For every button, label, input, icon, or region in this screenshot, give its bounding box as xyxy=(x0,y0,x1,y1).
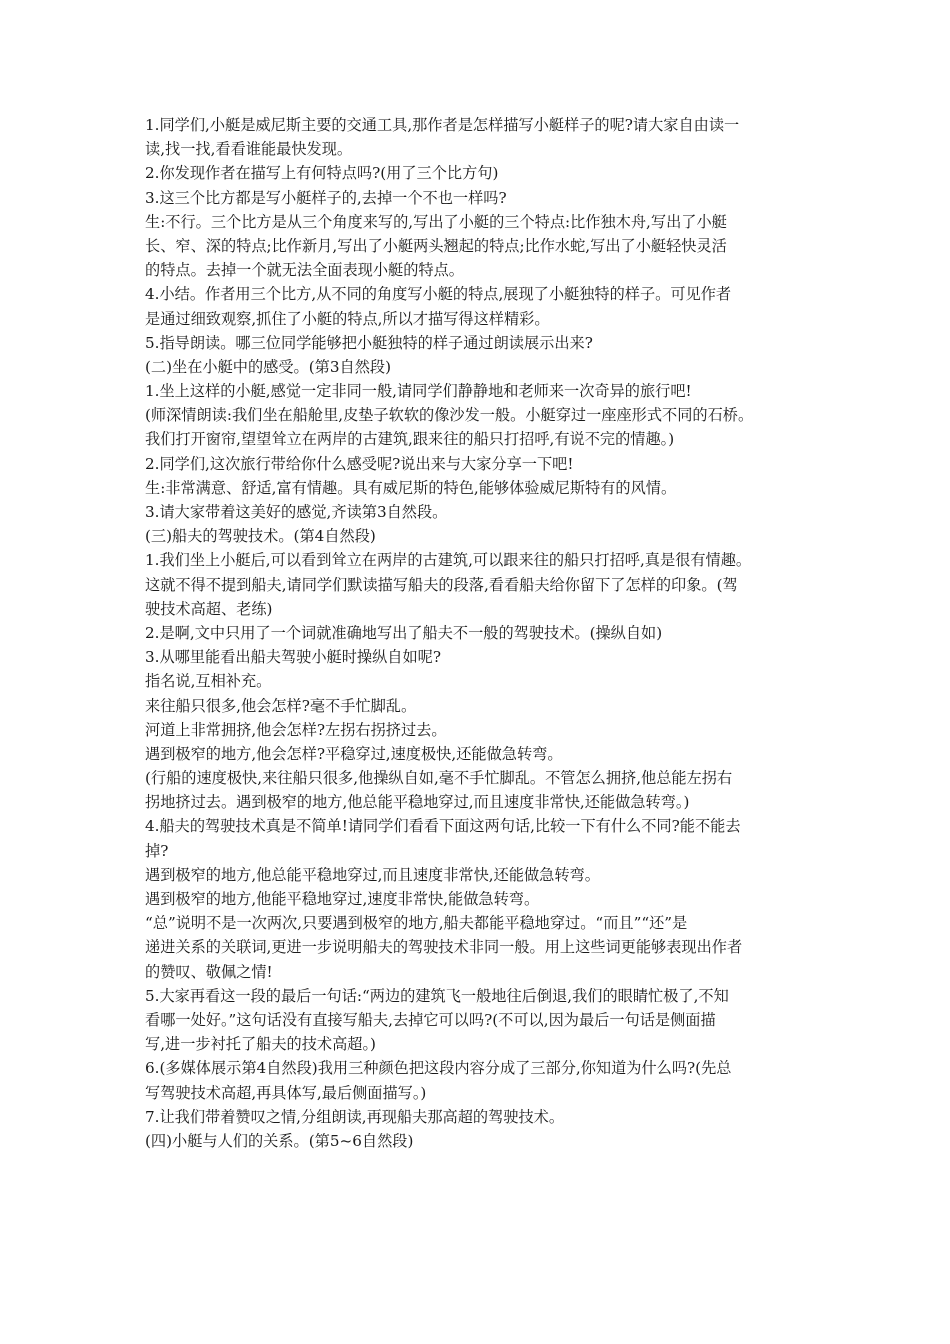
text-line: 我们打开窗帘,望望耸立在两岸的古建筑,跟来往的船只打招呼,有说不完的情趣。) xyxy=(145,430,675,449)
text-line: “总”说明不是一次两次,只要遇到极窄的地方,船夫都能平稳地穿过。“而且”“还”是 xyxy=(145,914,688,933)
text-line: 3.从哪里能看出船夫驾驶小艇时操纵自如呢? xyxy=(145,648,442,667)
text-line: 这就不得不提到船夫,请同学们默读描写船夫的段落,看看船夫给你留下了怎样的印象。(驾 xyxy=(145,575,738,594)
text-line: 3.这三个比方都是写小艇样子的,去掉一个不也一样吗? xyxy=(145,188,507,207)
text-line: 遇到极窄的地方,他会怎样?平稳穿过,速度极快,还能做急转弯。 xyxy=(145,744,563,763)
text-line: (二)坐在小艇中的感受。(第3自然段) xyxy=(145,357,391,376)
text-line: 2.同学们,这次旅行带给你什么感受呢?说出来与大家分享一下吧! xyxy=(145,454,574,473)
text-line: 写,进一步衬托了船夫的技术高超。) xyxy=(145,1035,376,1054)
text-line: 掉? xyxy=(145,841,169,860)
text-line: 1.坐上这样的小艇,感觉一定非同一般,请同学们静静地和老师来一次奇异的旅行吧! xyxy=(145,382,692,401)
text-line: 4.小结。作者用三个比方,从不同的角度写小艇的特点,展现了小艇独特的样子。可见作者 xyxy=(145,285,732,304)
text-line: 遇到极窄的地方,他能平稳地穿过,速度非常快,能做急转弯。 xyxy=(145,890,540,908)
text-line: 5.指导朗读。哪三位同学能够把小艇独特的样子通过朗读展示出来? xyxy=(145,333,593,352)
document-body xyxy=(145,113,825,1153)
text-line: 生:不行。三个比方是从三个角度来写的,写出了小艇的三个特点:比作独木舟,写出了小艇 xyxy=(145,212,727,231)
text-line: 驶技术高超、老练) xyxy=(145,599,273,618)
text-line: 6.(多媒体展示第4自然段)我用三种颜色把这段内容分成了三部分,你知道为什么吗?(先总 xyxy=(145,1059,732,1078)
text-line: 5.大家再看这一段的最后一句话:“两边的建筑飞一般地往后倒退,我们的眼睛忙极了,不知 xyxy=(145,986,729,1005)
text-line: 7.让我们带着赞叹之情,分组朗读,再现船夫那高超的驾驶技术。 xyxy=(145,1107,565,1126)
text-line: 3.请大家带着这美好的感觉,齐读第3自然段。 xyxy=(145,503,448,521)
text-line: 2.是啊,文中只用了一个词就准确地写出了船夫不一般的驾驶技术。(操纵自如) xyxy=(145,623,663,642)
text-line: 看哪一处好。”这句话没有直接写船夫,去掉它可以吗?(不可以,因为最后一句话是侧面描 xyxy=(145,1010,716,1029)
text-line: (师深情朗读:我们坐在船舱里,皮垫子软软的像沙发一般。小艇穿过一座座形式不同的石桥。 xyxy=(145,406,754,425)
text-line: 4.船夫的驾驶技术真是不简单!请同学们看看下面这两句话,比较一下有什么不同?能不能去 xyxy=(145,817,741,836)
text-line: 指名说,互相补充。 xyxy=(145,672,272,691)
text-line: 是通过细致观察,抓住了小艇的特点,所以才描写得这样精彩。 xyxy=(145,309,550,328)
text-line: 2.你发现作者在描写上有何特点吗?(用了三个比方句) xyxy=(145,164,499,183)
text-line: 的特点。去掉一个就无法全面表现小艇的特点。 xyxy=(145,261,464,280)
text-line: 拐地挤过去。遇到极窄的地方,他总能平稳地穿过,而且速度非常快,还能做急转弯。) xyxy=(145,793,690,812)
text-line: 的赞叹、敬佩之情! xyxy=(145,962,273,981)
text-line: 生:非常满意、舒适,富有情趣。具有威尼斯的特色,能够体验威尼斯特有的风情。 xyxy=(145,478,677,497)
text-line: (行船的速度极快,来往船只很多,他操纵自如,毫不手忙脚乱。不管怎么拥挤,他总能左拐右 xyxy=(145,769,733,788)
text-line: 1.同学们,小艇是威尼斯主要的交通工具,那作者是怎样描写小艇样子的呢?请大家自由读一 xyxy=(145,116,740,134)
text-line: 写驾驶技术高超,再具体写,最后侧面描写。) xyxy=(145,1083,427,1102)
text-line: 长、窄、深的特点;比作新月,写出了小艇两头翘起的特点;比作水蛇,写出了小艇轻快灵活 xyxy=(145,236,727,255)
text-line: 河道上非常拥挤,他会怎样?左拐右拐挤过去。 xyxy=(145,720,447,739)
text-line: (三)船夫的驾驶技术。(第4自然段) xyxy=(145,527,376,546)
text-line: 1.我们坐上小艇后,可以看到耸立在两岸的古建筑,可以跟来往的船只打招呼,真是很有情趣。 xyxy=(145,551,752,570)
text-line: 读,找一找,看看谁能最快发现。 xyxy=(145,140,353,159)
text-line: 递进关系的关联词,更进一步说明船夫的驾驶技术非同一般。用上这些词更能够表现出作者 xyxy=(145,938,743,957)
text-line: 来往船只很多,他会怎样?毫不手忙脚乱。 xyxy=(145,696,417,715)
text-line: 遇到极窄的地方,他总能平稳地穿过,而且速度非常快,还能做急转弯。 xyxy=(145,865,600,884)
text-line: (四)小艇与人们的关系。(第5~6自然段) xyxy=(145,1131,414,1150)
